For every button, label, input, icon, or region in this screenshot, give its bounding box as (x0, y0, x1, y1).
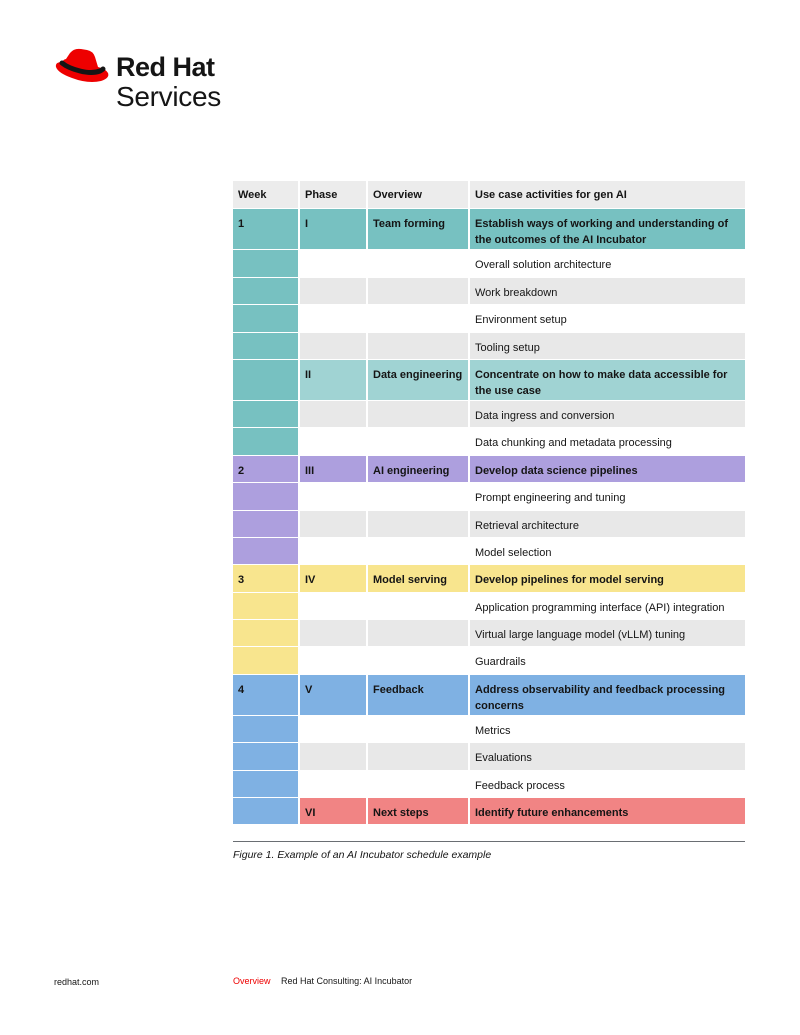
activity-cell: Application programming interface (API) integration (470, 593, 745, 619)
table-row (233, 715, 745, 742)
table-row (233, 674, 745, 715)
week-cell: 3 (233, 565, 300, 591)
week-cell: 1 (233, 209, 300, 249)
activity-cell: Feedback process (470, 771, 745, 797)
brand-services: Services (116, 81, 221, 112)
activity-cell: Prompt engineering and tuning (470, 483, 745, 509)
footer-document-title: Red Hat Consulting: AI Incubator (281, 976, 413, 986)
table-row (233, 742, 745, 769)
activity-cell: Guardrails (470, 647, 745, 673)
activity-cell: Tooling setup (470, 333, 745, 359)
phase-cell: I (300, 209, 368, 249)
overview-cell: Data engineering (368, 360, 470, 400)
brand-name: Red Hat (116, 52, 215, 82)
phase-cell: IV (300, 565, 368, 591)
activity-cell: Model selection (470, 538, 745, 564)
table-row (233, 304, 745, 331)
table-row (233, 564, 745, 591)
activity-cell: Evaluations (470, 743, 745, 769)
phase-heading: Concentrate on how to make data accessible for the use case (470, 360, 745, 400)
header-phase: Phase (300, 181, 368, 208)
overview-cell: Team forming (368, 209, 470, 249)
phase-cell: VI (300, 798, 368, 824)
table-row (233, 359, 745, 400)
activity-cell: Overall solution architecture (470, 250, 745, 276)
activity-cell: Retrieval architecture (470, 511, 745, 537)
week-cell: 2 (233, 456, 300, 482)
table-row (233, 455, 745, 482)
footer-section-link[interactable]: Overview (233, 976, 271, 986)
table-row (233, 427, 745, 454)
table-row (233, 592, 745, 619)
phase-heading: Develop pipelines for model serving (470, 565, 745, 591)
overview-cell: AI engineering (368, 456, 470, 482)
table-row (233, 482, 745, 509)
header-use-case: Use case activities for gen AI (470, 181, 745, 208)
activity-cell: Environment setup (470, 305, 745, 331)
table-row (233, 510, 745, 537)
phase-cell: III (300, 456, 368, 482)
table-row (233, 277, 745, 304)
figure-caption: Figure 1. Example of an AI Incubator schedule example (233, 849, 492, 861)
phase-heading: Develop data science pipelines (470, 456, 745, 482)
footer-breadcrumb (233, 976, 412, 986)
activity-cell: Metrics (470, 716, 745, 742)
week-cell: 4 (233, 675, 300, 715)
phase-heading: Identify future enhancements (470, 798, 745, 824)
phase-heading: Establish ways of working and understanding of the outcomes of the AI Incubator (470, 209, 745, 249)
table-header-row (233, 181, 745, 208)
phase-cell: V (300, 675, 368, 715)
table-row (233, 537, 745, 564)
table-row (233, 400, 745, 427)
table-bottom-rule (233, 841, 745, 842)
overview-cell: Feedback (368, 675, 470, 715)
footer-site[interactable]: redhat.com (54, 977, 100, 987)
overview-cell: Model serving (368, 565, 470, 591)
table-row (233, 646, 745, 673)
activity-cell: Work breakdown (470, 278, 745, 304)
activity-cell: Virtual large language model (vLLM) tuning (470, 620, 745, 646)
table-row (233, 770, 745, 797)
activity-cell: Data chunking and metadata processing (470, 428, 745, 454)
header-overview: Overview (368, 181, 470, 208)
activity-cell: Data ingress and conversion (470, 401, 745, 427)
phase-cell: II (300, 360, 368, 400)
red-hat-icon (54, 47, 110, 89)
header-week: Week (233, 181, 300, 208)
red-hat-services-logo (54, 47, 254, 117)
table-row (233, 797, 745, 824)
table-row (233, 619, 745, 646)
table-row (233, 249, 745, 276)
table-row (233, 208, 745, 249)
table-row (233, 332, 745, 359)
schedule-table (233, 181, 745, 824)
overview-cell: Next steps (368, 798, 470, 824)
phase-heading: Address observability and feedback processing concerns (470, 675, 745, 715)
